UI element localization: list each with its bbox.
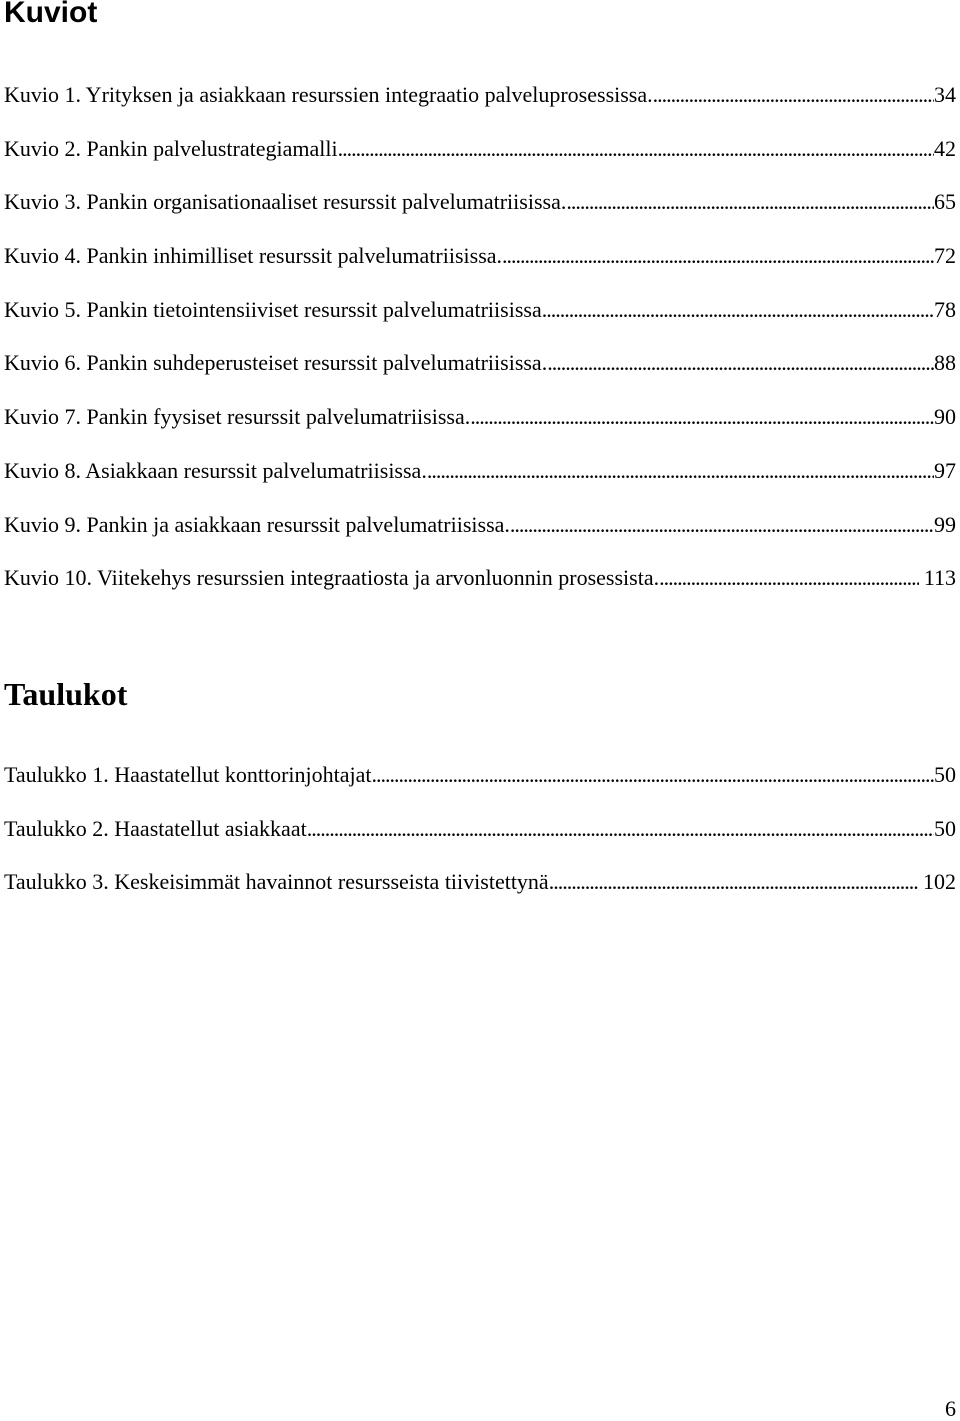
dot-leader: [338, 122, 934, 176]
entry-label: Taulukko 1. Haastatellut konttorinjohtajat: [4, 762, 372, 787]
table-entry-1[interactable]: [4, 748, 956, 802]
entry-page-number: 88: [934, 350, 956, 376]
table-entry-2[interactable]: [4, 802, 956, 856]
entry-page-number: 50: [934, 762, 956, 787]
entry-label: Kuvio 8. Asiakkaan resurssit palvelumatriisissa.: [4, 457, 427, 483]
entry-page-number: 90: [934, 404, 956, 430]
figure-entry-8[interactable]: [4, 444, 956, 498]
figures-list: [4, 68, 956, 605]
dot-leader: [566, 175, 934, 229]
entry-page-number: 97: [934, 457, 956, 483]
dot-leader: [502, 229, 934, 283]
entry-page-number: 99: [934, 511, 956, 537]
entry-label: Kuvio 6. Pankin suhdeperusteiset resurssit palvelumatriisissa.: [4, 350, 548, 376]
entry-label: Kuvio 7. Pankin fyysiset resurssit palvelumatriisissa.: [4, 404, 471, 430]
dot-leader: [510, 498, 934, 552]
entry-page-number: 65: [934, 189, 956, 215]
dot-leader: [470, 390, 934, 444]
figure-entry-2[interactable]: [4, 122, 956, 176]
entry-label: Taulukko 3. Keskeisimmät havainnot resursseista tiivistettynä: [4, 869, 549, 895]
entry-label: Kuvio 2. Pankin palvelustrategiamalli: [4, 135, 338, 161]
dot-leader: [547, 336, 934, 390]
tables-list: [4, 748, 956, 909]
page-number: 6: [945, 1396, 956, 1421]
entry-label: Taulukko 2. Haastatellut asiakkaat: [4, 815, 307, 841]
entry-label: Kuvio 10. Viitekehys resurssien integraatiosta ja arvonluonnin prosessista.: [4, 565, 660, 591]
dot-leader: [372, 748, 935, 802]
entry-page-number: 78: [934, 296, 956, 322]
entry-page-number: 34: [934, 82, 956, 107]
figure-entry-5[interactable]: [4, 283, 956, 337]
dot-leader: [653, 68, 934, 122]
figure-entry-7[interactable]: [4, 390, 956, 444]
figure-entry-6[interactable]: [4, 336, 956, 390]
entry-page-number: 42: [934, 135, 956, 161]
entry-label: Kuvio 4. Pankin inhimilliset resurssit palvelumatriisissa.: [4, 243, 503, 269]
figure-entry-4[interactable]: [4, 229, 956, 283]
figure-entry-1[interactable]: [4, 68, 956, 122]
entry-page-number: 72: [934, 243, 956, 269]
tables-heading: Taulukot: [4, 676, 128, 712]
dot-leader: [427, 444, 934, 498]
entry-page-number: 50: [934, 815, 956, 841]
table-entry-3[interactable]: [4, 855, 956, 909]
figure-entry-3[interactable]: [4, 175, 956, 229]
entry-page-number: 102: [923, 869, 956, 895]
dot-leader: [659, 551, 919, 605]
figure-entry-9[interactable]: [4, 498, 956, 552]
dot-leader: [549, 855, 918, 909]
entry-label: Kuvio 3. Pankin organisationaaliset resurssit palvelumatriisissa.: [4, 189, 567, 215]
entry-page-number: 113: [923, 565, 956, 591]
entry-label: Kuvio 1. Yrityksen ja asiakkaan resurssien integraatio palveluprosessissa.: [4, 82, 653, 107]
figures-heading: Kuviot: [4, 0, 98, 29]
dot-leader: [307, 802, 934, 856]
entry-label: Kuvio 9. Pankin ja asiakkaan resurssit palvelumatriisissa.: [4, 511, 510, 537]
dot-leader: [542, 283, 934, 337]
figure-entry-10[interactable]: [4, 551, 956, 605]
entry-label: Kuvio 5. Pankin tietointensiiviset resurssit palvelumatriisissa: [4, 296, 542, 322]
